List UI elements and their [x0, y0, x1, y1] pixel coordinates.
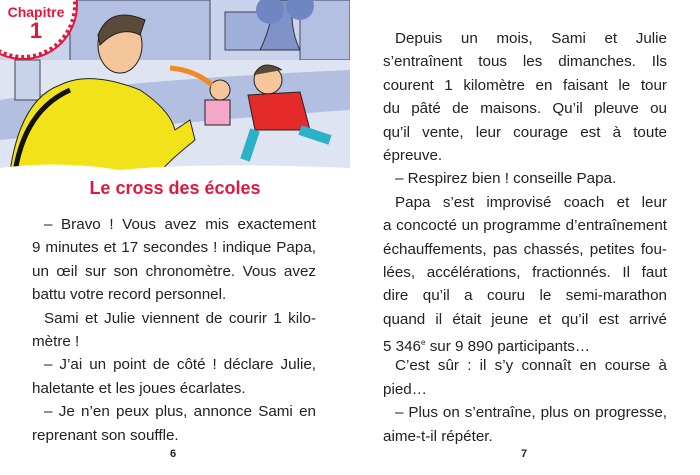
text-line: – J’ai un point de côté ! déclare Julie, [44, 356, 316, 374]
text-line: mètre ! [32, 332, 80, 350]
text-line: s’entraînent tous les dimanches. Ils [383, 53, 667, 71]
text-line: C’est sûr : il s’y connaît en course à [395, 357, 667, 375]
text-line: Depuis un mois, Sami et Julie [395, 30, 667, 47]
paragraph [383, 191, 667, 355]
text-line: qu’il vente, leur courage est à toute [383, 123, 667, 141]
chapter-number: 1 [29, 18, 43, 43]
chapter-badge-text [0, 4, 72, 42]
right-page-text [383, 27, 667, 448]
paragraph [383, 401, 667, 448]
left-page-text [32, 213, 316, 447]
text-line: battu votre record personnel. [32, 286, 227, 304]
text-line: quand il était jeune et qu’il est arrivé [383, 310, 667, 328]
text-line: haletante et les joues écarlates. [32, 379, 246, 397]
text-line: 5 346e sur 9 890 participants… [383, 338, 591, 356]
text-line: reprenant son souffle. [32, 426, 179, 444]
text-line: a concocté un programme d’entraînement [383, 217, 667, 235]
text-line: du pâté de maisons. Qu’il pleuve ou [383, 100, 667, 118]
text-line: – Bravo ! Vous avez mis exactement [44, 216, 316, 233]
paragraph [32, 353, 316, 400]
chapter-title: Le cross des écoles [89, 178, 261, 198]
paragraph [383, 167, 667, 190]
text-line: 9 minutes et 17 secondes ! indique Papa, [32, 239, 316, 257]
page-number-left: 6 [170, 448, 177, 460]
paragraph [32, 307, 316, 354]
text-line: courent 1 kilomètre en faisant le tour [383, 76, 667, 94]
text-line: pied… [383, 380, 427, 398]
paragraph [383, 27, 667, 167]
text-line: un œil sur son chronomètre. Vous avez [32, 262, 316, 280]
text-line: – Plus on s’entraîne, plus on progresse, [395, 404, 667, 422]
paragraph [32, 213, 316, 307]
text-line: lées, accélérations, fractionnés. Il faut [383, 263, 667, 281]
paragraph [32, 400, 316, 447]
text-line: – Je n’en peux plus, annonce Sami en [44, 403, 316, 421]
page-number-right: 7 [521, 448, 528, 460]
paragraph [383, 354, 667, 401]
text-line: Papa s’est improvisé coach et leur [395, 193, 667, 211]
text-line: échauffements, pas chassés, petites fou- [383, 240, 667, 258]
text-line: aime-t-il répéter. [383, 427, 493, 445]
text-line: – Respirez bien ! conseille Papa. [395, 170, 617, 188]
text-line: Sami et Julie viennent de courir 1 kilo- [44, 309, 316, 327]
text-line: dire qu’il a couru le semi-marathon [383, 287, 667, 305]
text-line: épreuve. [383, 146, 443, 164]
chapter-label: Chapitre [7, 4, 65, 20]
